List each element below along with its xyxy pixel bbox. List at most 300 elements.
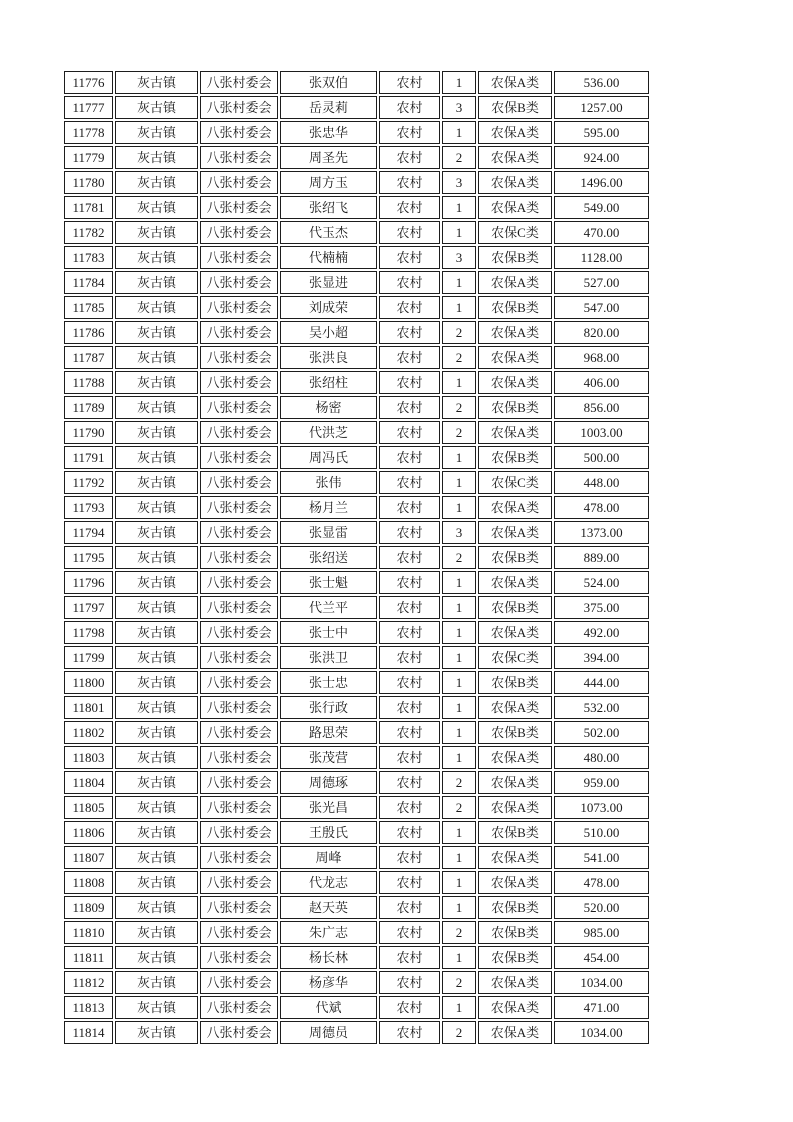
cell-town: 灰古镇 (115, 521, 198, 544)
cell-insurance-category: 农保B类 (478, 821, 552, 844)
cell-person-count: 1 (442, 721, 476, 744)
cell-village-committee: 八张村委会 (200, 96, 278, 119)
cell-village-committee: 八张村委会 (200, 271, 278, 294)
cell-person-count: 1 (442, 696, 476, 719)
cell-residence-type: 农村 (379, 771, 440, 794)
table-row (64, 971, 649, 994)
cell-person-count: 3 (442, 246, 476, 269)
cell-insurance-category: 农保B类 (478, 721, 552, 744)
cell-person-name: 吴小超 (280, 321, 377, 344)
cell-insurance-category: 农保B类 (478, 246, 552, 269)
cell-town: 灰古镇 (115, 871, 198, 894)
cell-amount: 820.00 (554, 321, 649, 344)
cell-village-committee: 八张村委会 (200, 121, 278, 144)
cell-amount: 541.00 (554, 846, 649, 869)
cell-amount: 1257.00 (554, 96, 649, 119)
cell-person-count: 1 (442, 946, 476, 969)
cell-person-name: 张行政 (280, 696, 377, 719)
cell-person-count: 1 (442, 996, 476, 1019)
cell-village-committee: 八张村委会 (200, 821, 278, 844)
cell-person-name: 代斌 (280, 996, 377, 1019)
cell-village-committee: 八张村委会 (200, 596, 278, 619)
cell-record-id: 11814 (64, 1021, 113, 1044)
cell-record-id: 11788 (64, 371, 113, 394)
cell-amount: 549.00 (554, 196, 649, 219)
cell-person-count: 1 (442, 496, 476, 519)
cell-village-committee: 八张村委会 (200, 721, 278, 744)
table-row (64, 546, 649, 569)
cell-amount: 1034.00 (554, 1021, 649, 1044)
cell-person-name: 代玉杰 (280, 221, 377, 244)
cell-residence-type: 农村 (379, 221, 440, 244)
cell-town: 灰古镇 (115, 546, 198, 569)
cell-person-count: 1 (442, 296, 476, 319)
cell-record-id: 11804 (64, 771, 113, 794)
cell-person-count: 2 (442, 971, 476, 994)
cell-record-id: 11776 (64, 71, 113, 94)
cell-village-committee: 八张村委会 (200, 171, 278, 194)
cell-amount: 889.00 (554, 546, 649, 569)
cell-person-name: 刘成荣 (280, 296, 377, 319)
cell-person-name: 王殷氏 (280, 821, 377, 844)
cell-person-name: 张士魁 (280, 571, 377, 594)
cell-residence-type: 农村 (379, 346, 440, 369)
cell-record-id: 11779 (64, 146, 113, 169)
cell-town: 灰古镇 (115, 396, 198, 419)
cell-village-committee: 八张村委会 (200, 321, 278, 344)
cell-town: 灰古镇 (115, 596, 198, 619)
spreadsheet-print-area (62, 69, 651, 1046)
cell-amount: 959.00 (554, 771, 649, 794)
cell-insurance-category: 农保A类 (478, 71, 552, 94)
table-row (64, 371, 649, 394)
cell-person-count: 1 (442, 571, 476, 594)
cell-person-count: 1 (442, 746, 476, 769)
cell-person-name: 杨月兰 (280, 496, 377, 519)
cell-village-committee: 八张村委会 (200, 196, 278, 219)
cell-amount: 1034.00 (554, 971, 649, 994)
cell-person-name: 张洪卫 (280, 646, 377, 669)
cell-record-id: 11810 (64, 921, 113, 944)
cell-insurance-category: 农保A类 (478, 621, 552, 644)
cell-village-committee: 八张村委会 (200, 396, 278, 419)
cell-amount: 520.00 (554, 896, 649, 919)
cell-residence-type: 农村 (379, 671, 440, 694)
cell-amount: 454.00 (554, 946, 649, 969)
cell-person-name: 张光昌 (280, 796, 377, 819)
cell-village-committee: 八张村委会 (200, 871, 278, 894)
cell-amount: 1003.00 (554, 421, 649, 444)
cell-person-count: 2 (442, 321, 476, 344)
cell-village-committee: 八张村委会 (200, 71, 278, 94)
cell-village-committee: 八张村委会 (200, 921, 278, 944)
cell-residence-type: 农村 (379, 721, 440, 744)
cell-insurance-category: 农保A类 (478, 871, 552, 894)
cell-amount: 502.00 (554, 721, 649, 744)
cell-amount: 1073.00 (554, 796, 649, 819)
table-row (64, 746, 649, 769)
cell-record-id: 11813 (64, 996, 113, 1019)
cell-insurance-category: 农保A类 (478, 146, 552, 169)
cell-record-id: 11811 (64, 946, 113, 969)
cell-amount: 406.00 (554, 371, 649, 394)
cell-person-count: 1 (442, 871, 476, 894)
cell-village-committee: 八张村委会 (200, 296, 278, 319)
cell-town: 灰古镇 (115, 671, 198, 694)
table-row (64, 521, 649, 544)
cell-residence-type: 农村 (379, 296, 440, 319)
cell-insurance-category: 农保A类 (478, 521, 552, 544)
cell-residence-type: 农村 (379, 821, 440, 844)
cell-town: 灰古镇 (115, 771, 198, 794)
cell-insurance-category: 农保C类 (478, 221, 552, 244)
cell-residence-type: 农村 (379, 146, 440, 169)
cell-residence-type: 农村 (379, 696, 440, 719)
cell-town: 灰古镇 (115, 221, 198, 244)
cell-insurance-category: 农保A类 (478, 496, 552, 519)
cell-person-name: 张绍柱 (280, 371, 377, 394)
cell-person-name: 周冯氏 (280, 446, 377, 469)
cell-person-count: 2 (442, 771, 476, 794)
cell-amount: 595.00 (554, 121, 649, 144)
cell-residence-type: 农村 (379, 1021, 440, 1044)
cell-town: 灰古镇 (115, 696, 198, 719)
cell-town: 灰古镇 (115, 196, 198, 219)
cell-town: 灰古镇 (115, 246, 198, 269)
cell-town: 灰古镇 (115, 996, 198, 1019)
cell-town: 灰古镇 (115, 1021, 198, 1044)
cell-residence-type: 农村 (379, 846, 440, 869)
cell-person-name: 路思荣 (280, 721, 377, 744)
table-row (64, 271, 649, 294)
cell-person-name: 代洪芝 (280, 421, 377, 444)
cell-insurance-category: 农保B类 (478, 896, 552, 919)
cell-town: 灰古镇 (115, 621, 198, 644)
table-row (64, 671, 649, 694)
cell-town: 灰古镇 (115, 321, 198, 344)
pension-roster-table (62, 69, 651, 1046)
table-row (64, 946, 649, 969)
cell-person-name: 代楠楠 (280, 246, 377, 269)
cell-amount: 471.00 (554, 996, 649, 1019)
cell-person-name: 杨密 (280, 396, 377, 419)
cell-amount: 1496.00 (554, 171, 649, 194)
cell-amount: 1128.00 (554, 246, 649, 269)
cell-residence-type: 农村 (379, 546, 440, 569)
cell-amount: 856.00 (554, 396, 649, 419)
cell-insurance-category: 农保B类 (478, 596, 552, 619)
cell-town: 灰古镇 (115, 746, 198, 769)
cell-record-id: 11795 (64, 546, 113, 569)
cell-insurance-category: 农保A类 (478, 771, 552, 794)
cell-amount: 500.00 (554, 446, 649, 469)
cell-amount: 444.00 (554, 671, 649, 694)
table-row (64, 196, 649, 219)
cell-insurance-category: 农保B类 (478, 446, 552, 469)
cell-person-name: 张显进 (280, 271, 377, 294)
cell-residence-type: 农村 (379, 571, 440, 594)
cell-village-committee: 八张村委会 (200, 246, 278, 269)
cell-record-id: 11792 (64, 471, 113, 494)
table-row (64, 846, 649, 869)
cell-amount: 968.00 (554, 346, 649, 369)
cell-insurance-category: 农保C类 (478, 646, 552, 669)
table-row (64, 696, 649, 719)
cell-person-name: 赵天英 (280, 896, 377, 919)
table-row (64, 321, 649, 344)
cell-person-name: 朱广志 (280, 921, 377, 944)
table-row (64, 1021, 649, 1044)
cell-residence-type: 农村 (379, 96, 440, 119)
cell-town: 灰古镇 (115, 371, 198, 394)
cell-record-id: 11783 (64, 246, 113, 269)
cell-record-id: 11794 (64, 521, 113, 544)
cell-person-name: 周圣先 (280, 146, 377, 169)
cell-person-name: 张士中 (280, 621, 377, 644)
cell-residence-type: 农村 (379, 321, 440, 344)
cell-village-committee: 八张村委会 (200, 746, 278, 769)
cell-residence-type: 农村 (379, 646, 440, 669)
cell-insurance-category: 农保A类 (478, 746, 552, 769)
table-row (64, 796, 649, 819)
cell-amount: 536.00 (554, 71, 649, 94)
cell-insurance-category: 农保A类 (478, 846, 552, 869)
cell-insurance-category: 农保C类 (478, 471, 552, 494)
cell-record-id: 11800 (64, 671, 113, 694)
cell-village-committee: 八张村委会 (200, 896, 278, 919)
cell-insurance-category: 农保B类 (478, 921, 552, 944)
cell-person-count: 1 (442, 371, 476, 394)
cell-record-id: 11785 (64, 296, 113, 319)
cell-record-id: 11782 (64, 221, 113, 244)
cell-town: 灰古镇 (115, 646, 198, 669)
cell-town: 灰古镇 (115, 471, 198, 494)
cell-person-count: 1 (442, 896, 476, 919)
table-row (64, 71, 649, 94)
cell-amount: 527.00 (554, 271, 649, 294)
cell-person-count: 2 (442, 346, 476, 369)
table-row (64, 96, 649, 119)
cell-village-committee: 八张村委会 (200, 846, 278, 869)
cell-person-count: 1 (442, 271, 476, 294)
cell-town: 灰古镇 (115, 171, 198, 194)
cell-village-committee: 八张村委会 (200, 946, 278, 969)
cell-insurance-category: 农保A类 (478, 346, 552, 369)
table-row (64, 471, 649, 494)
cell-record-id: 11806 (64, 821, 113, 844)
cell-residence-type: 农村 (379, 521, 440, 544)
cell-record-id: 11793 (64, 496, 113, 519)
cell-village-committee: 八张村委会 (200, 571, 278, 594)
cell-person-count: 1 (442, 471, 476, 494)
cell-person-count: 1 (442, 196, 476, 219)
cell-person-name: 张显雷 (280, 521, 377, 544)
cell-residence-type: 农村 (379, 996, 440, 1019)
cell-person-name: 代兰平 (280, 596, 377, 619)
cell-village-committee: 八张村委会 (200, 521, 278, 544)
table-row (64, 146, 649, 169)
cell-town: 灰古镇 (115, 96, 198, 119)
cell-town: 灰古镇 (115, 446, 198, 469)
cell-insurance-category: 农保A类 (478, 971, 552, 994)
cell-record-id: 11799 (64, 646, 113, 669)
cell-person-count: 1 (442, 221, 476, 244)
cell-person-count: 2 (442, 396, 476, 419)
cell-record-id: 11808 (64, 871, 113, 894)
cell-person-count: 2 (442, 546, 476, 569)
cell-amount: 448.00 (554, 471, 649, 494)
cell-amount: 524.00 (554, 571, 649, 594)
cell-record-id: 11778 (64, 121, 113, 144)
cell-person-name: 张伟 (280, 471, 377, 494)
cell-person-count: 1 (442, 446, 476, 469)
cell-insurance-category: 农保A类 (478, 121, 552, 144)
cell-town: 灰古镇 (115, 346, 198, 369)
cell-village-committee: 八张村委会 (200, 696, 278, 719)
cell-person-count: 1 (442, 646, 476, 669)
cell-record-id: 11777 (64, 96, 113, 119)
table-row (64, 646, 649, 669)
table-row (64, 896, 649, 919)
cell-amount: 492.00 (554, 621, 649, 644)
cell-person-count: 1 (442, 671, 476, 694)
cell-village-committee: 八张村委会 (200, 471, 278, 494)
cell-record-id: 11781 (64, 196, 113, 219)
cell-village-committee: 八张村委会 (200, 1021, 278, 1044)
cell-record-id: 11801 (64, 696, 113, 719)
cell-village-committee: 八张村委会 (200, 646, 278, 669)
cell-insurance-category: 农保A类 (478, 421, 552, 444)
cell-village-committee: 八张村委会 (200, 971, 278, 994)
cell-amount: 478.00 (554, 496, 649, 519)
table-row (64, 571, 649, 594)
cell-person-name: 周德琢 (280, 771, 377, 794)
cell-record-id: 11796 (64, 571, 113, 594)
cell-person-name: 张洪良 (280, 346, 377, 369)
cell-person-name: 张忠华 (280, 121, 377, 144)
cell-residence-type: 农村 (379, 196, 440, 219)
cell-person-count: 2 (442, 146, 476, 169)
cell-town: 灰古镇 (115, 121, 198, 144)
cell-person-name: 张双伯 (280, 71, 377, 94)
cell-village-committee: 八张村委会 (200, 371, 278, 394)
cell-amount: 985.00 (554, 921, 649, 944)
table-row (64, 771, 649, 794)
cell-town: 灰古镇 (115, 721, 198, 744)
cell-residence-type: 农村 (379, 446, 440, 469)
cell-insurance-category: 农保A类 (478, 1021, 552, 1044)
cell-amount: 478.00 (554, 871, 649, 894)
cell-person-name: 张绍送 (280, 546, 377, 569)
cell-insurance-category: 农保A类 (478, 171, 552, 194)
cell-person-count: 1 (442, 71, 476, 94)
cell-person-name: 代龙志 (280, 871, 377, 894)
table-row (64, 346, 649, 369)
cell-amount: 1373.00 (554, 521, 649, 544)
table-row (64, 921, 649, 944)
cell-record-id: 11786 (64, 321, 113, 344)
cell-amount: 480.00 (554, 746, 649, 769)
cell-record-id: 11780 (64, 171, 113, 194)
table-row (64, 296, 649, 319)
cell-village-committee: 八张村委会 (200, 221, 278, 244)
cell-residence-type: 农村 (379, 246, 440, 269)
table-row (64, 121, 649, 144)
cell-residence-type: 农村 (379, 371, 440, 394)
table-row (64, 871, 649, 894)
cell-village-committee: 八张村委会 (200, 996, 278, 1019)
cell-town: 灰古镇 (115, 146, 198, 169)
cell-person-count: 2 (442, 796, 476, 819)
cell-record-id: 11798 (64, 621, 113, 644)
cell-town: 灰古镇 (115, 971, 198, 994)
cell-residence-type: 农村 (379, 271, 440, 294)
cell-person-name: 周方玉 (280, 171, 377, 194)
cell-town: 灰古镇 (115, 496, 198, 519)
cell-insurance-category: 农保B类 (478, 946, 552, 969)
table-row (64, 496, 649, 519)
cell-residence-type: 农村 (379, 871, 440, 894)
table-row (64, 221, 649, 244)
table-row (64, 621, 649, 644)
cell-residence-type: 农村 (379, 71, 440, 94)
cell-village-committee: 八张村委会 (200, 446, 278, 469)
cell-residence-type: 农村 (379, 596, 440, 619)
cell-record-id: 11812 (64, 971, 113, 994)
cell-town: 灰古镇 (115, 821, 198, 844)
cell-person-count: 3 (442, 171, 476, 194)
cell-person-name: 张士忠 (280, 671, 377, 694)
cell-record-id: 11791 (64, 446, 113, 469)
cell-record-id: 11784 (64, 271, 113, 294)
cell-amount: 375.00 (554, 596, 649, 619)
cell-residence-type: 农村 (379, 396, 440, 419)
cell-person-count: 2 (442, 921, 476, 944)
cell-insurance-category: 农保B类 (478, 671, 552, 694)
cell-person-count: 3 (442, 96, 476, 119)
cell-person-count: 1 (442, 621, 476, 644)
cell-village-committee: 八张村委会 (200, 771, 278, 794)
cell-person-count: 1 (442, 821, 476, 844)
cell-village-committee: 八张村委会 (200, 796, 278, 819)
cell-insurance-category: 农保A类 (478, 996, 552, 1019)
cell-residence-type: 农村 (379, 171, 440, 194)
cell-insurance-category: 农保A类 (478, 371, 552, 394)
cell-person-name: 杨长林 (280, 946, 377, 969)
cell-residence-type: 农村 (379, 796, 440, 819)
cell-village-committee: 八张村委会 (200, 496, 278, 519)
table-row (64, 821, 649, 844)
cell-town: 灰古镇 (115, 946, 198, 969)
cell-town: 灰古镇 (115, 296, 198, 319)
cell-residence-type: 农村 (379, 971, 440, 994)
cell-residence-type: 农村 (379, 946, 440, 969)
cell-village-committee: 八张村委会 (200, 546, 278, 569)
cell-insurance-category: 农保B类 (478, 396, 552, 419)
cell-town: 灰古镇 (115, 921, 198, 944)
cell-person-name: 杨彦华 (280, 971, 377, 994)
table-row (64, 246, 649, 269)
cell-residence-type: 农村 (379, 896, 440, 919)
cell-town: 灰古镇 (115, 271, 198, 294)
cell-record-id: 11790 (64, 421, 113, 444)
table-row (64, 446, 649, 469)
cell-insurance-category: 农保B类 (478, 296, 552, 319)
cell-person-name: 周峰 (280, 846, 377, 869)
table-row (64, 396, 649, 419)
cell-insurance-category: 农保A类 (478, 796, 552, 819)
cell-record-id: 11789 (64, 396, 113, 419)
